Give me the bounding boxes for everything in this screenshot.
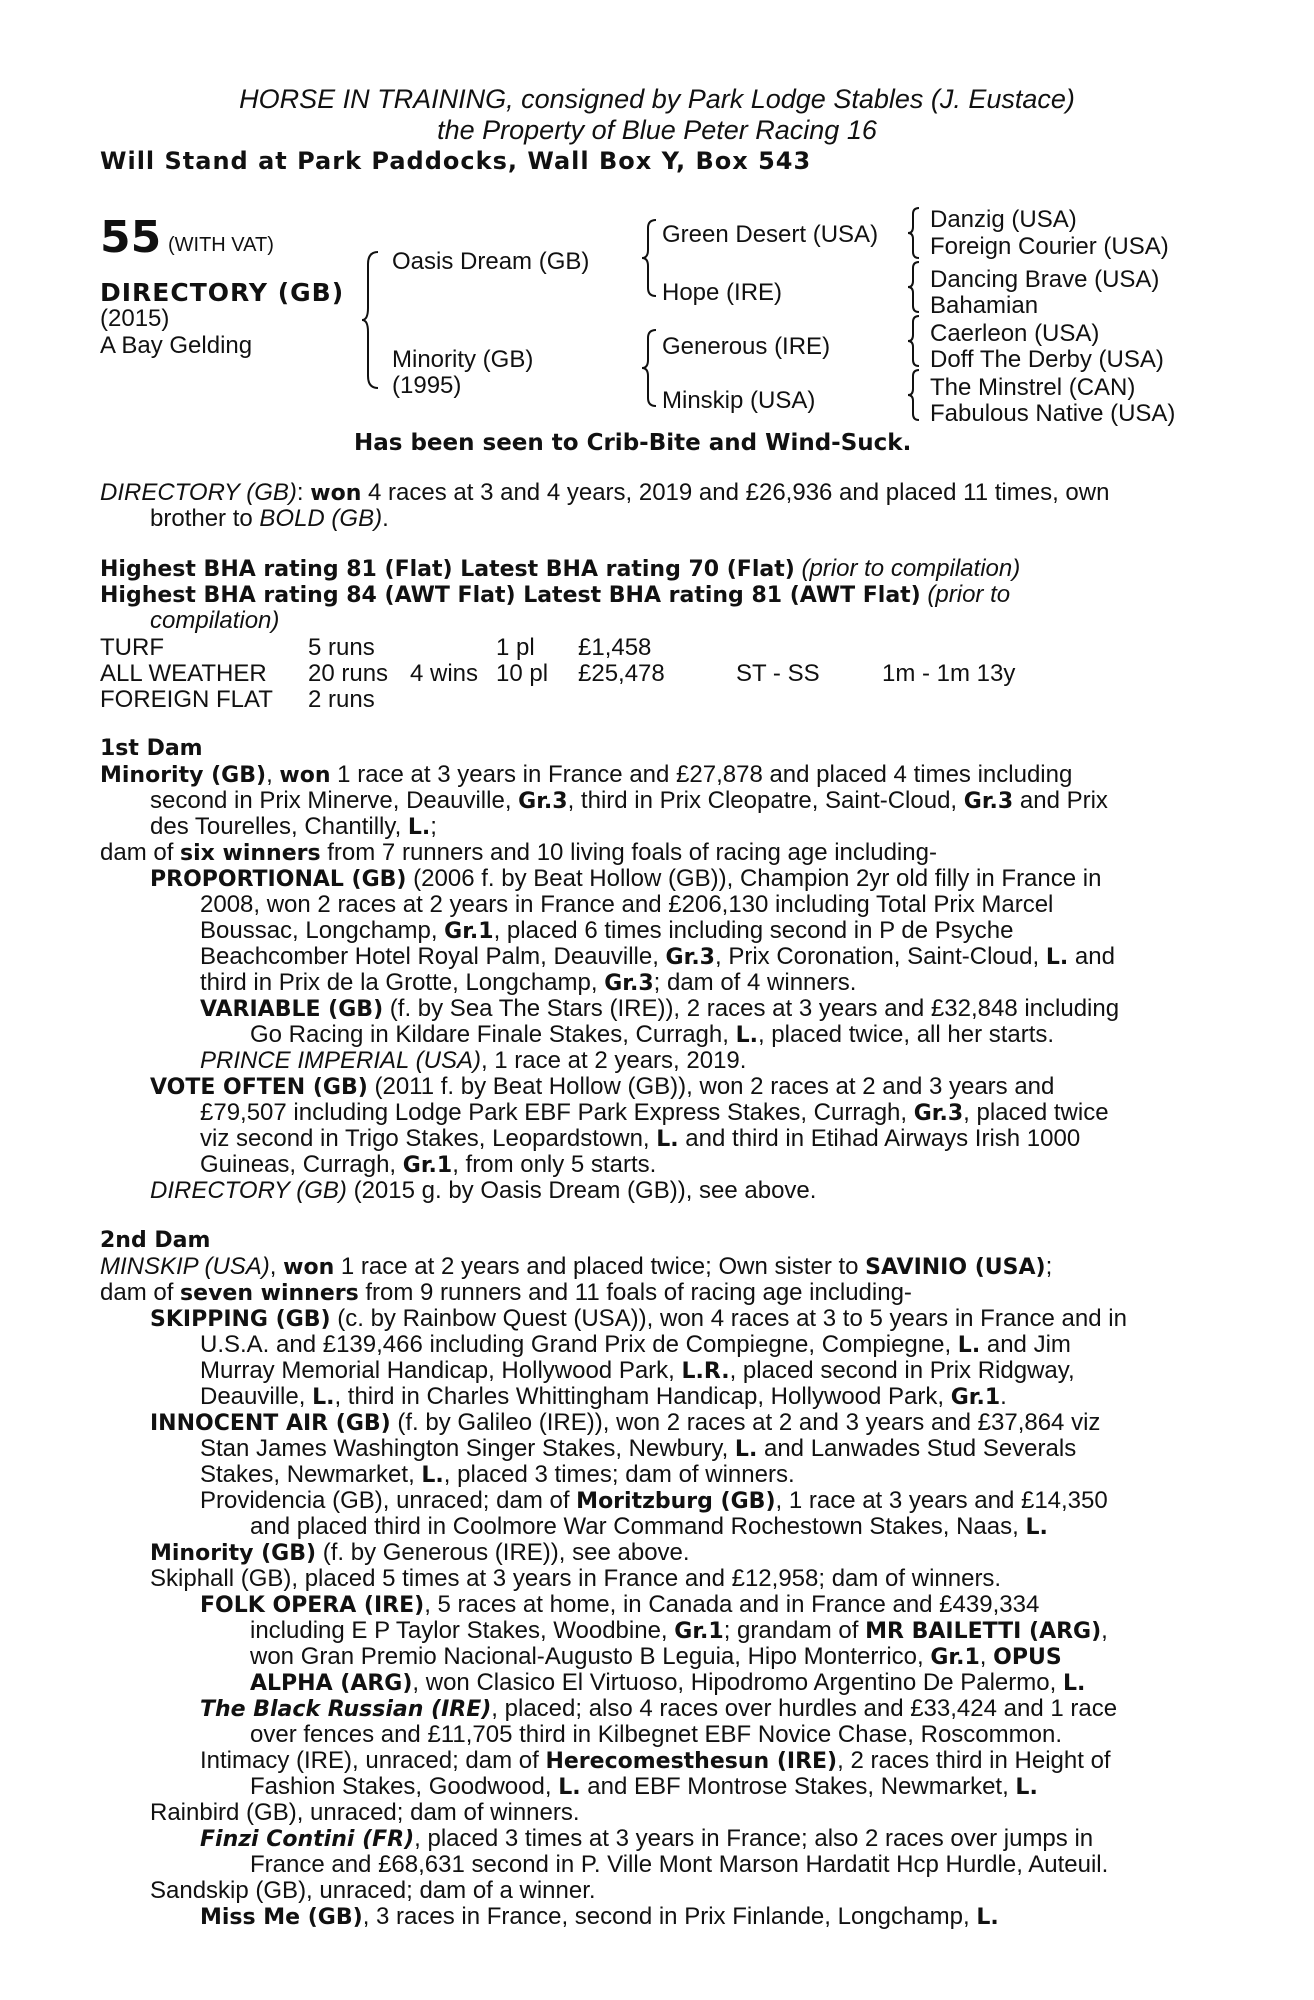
t: Gr.1 [930,1645,980,1670]
record-surface: TURF [100,634,164,661]
t: Murray Memorial Handicap, Hollywood Park, [200,1357,682,1384]
record-money: £1,458 [578,634,652,661]
record-placed: 10 pl [496,660,549,687]
produce-name: Finzi Contini (FR) [200,1827,415,1852]
t: L. [421,1463,444,1488]
produce-line [200,1126,1080,1153]
record-wins: 4 wins [410,660,479,687]
produce-line [150,1540,690,1567]
vice-warning: Has been seen to Crib-Bite and Wind-Suck. [354,430,912,456]
t: Gr.1 [950,1385,1001,1410]
t: ; [1045,1253,1053,1280]
produce-line [200,1100,1109,1127]
produce-name: INNOCENT AIR (GB) [150,1411,391,1436]
first-dam-heading: 1st Dam [100,736,203,761]
produce-line [200,1826,1093,1853]
t: Boussac, Longchamp, [200,917,445,944]
t: won Gran Premio Nacional-Augusto B Leguia, Hipo Monterrico, [250,1643,931,1670]
t: Gr.1 [674,1619,724,1644]
pedigree-ddd: Fabulous Native (USA) [930,400,1176,427]
t: , 5 races at home, in Canada and in France and £439,334 [424,1591,1040,1618]
t: , placed 6 times including second in P de Psyche [493,917,1014,944]
produce-name: The Black Russian (IRE) [200,1697,492,1722]
produce-name: VARIABLE (GB) [200,997,384,1022]
second-dam-name: MINSKIP (USA) [100,1253,270,1280]
ratings-line-2 [100,582,1010,609]
ratings-flat: Highest BHA rating 81 (Flat) Latest BHA rating 70 (Flat) [100,557,795,582]
horse-name: DIRECTORY (GB) [100,278,345,307]
t: L. [1025,1515,1048,1540]
produce-line [250,1644,1062,1671]
t: L. [312,1385,335,1410]
produce-line [250,1670,1085,1697]
t: Fashion Stakes, Goodwood, [250,1773,559,1800]
t: , placed; also 4 races over hurdles and £33,424 and 1 race [491,1695,1118,1722]
t: ALPHA (ARG) [250,1671,413,1696]
foaling-year: (2015) [100,305,170,332]
produce-line [200,1748,1111,1775]
t: Gr.3 [518,789,568,814]
produce-name: PROPORTIONAL (GB) [150,867,407,892]
t: ; [430,813,437,840]
t: Gr.3 [604,971,654,996]
summary-text: 4 races at 3 and 4 years, 2019 and £26,936 and placed 11 times, own [361,479,1110,506]
produce-line [150,1410,1100,1437]
horse-description: A Bay Gelding [100,332,253,359]
produce-line [200,1048,746,1074]
summary-text-2: brother to [150,505,260,532]
pedigree-dam-year: (1995) [392,372,462,399]
summary-line-2 [150,506,389,532]
t: , [979,1643,994,1670]
pedigree-sd: Hope (IRE) [662,279,783,306]
t: L. [734,1437,758,1462]
record-money: £25,478 [578,660,665,687]
t: , 1 race at 2 years, 2019. [480,1047,747,1074]
t: Go Racing in Kildare Finale Stakes, Curragh, [250,1021,736,1048]
lot-number: 55 [100,212,162,263]
stand-line: Will Stand at Park Paddocks, Wall Box Y, Box 543 [100,147,812,175]
ratings-note-3: compilation) [150,607,280,634]
produce-line [200,1904,999,1931]
consignor-line: HORSE IN TRAINING, consigned by Park Lodge Stables (J. Eustace) [239,84,1075,114]
t: won [279,763,331,788]
produce-line [200,1488,1108,1515]
t: Gr.1 [444,919,494,944]
t: , 1 race at 3 years and £14,350 [775,1487,1108,1514]
t: U.S.A. and £139,466 including Grand Prix de Compiegne, Compiegne, [200,1331,958,1358]
summary-horse-name: DIRECTORY (GB) [100,479,297,506]
t: , placed second in Prix Ridgway, [729,1357,1075,1384]
t: Stakes, Newmarket, [200,1461,422,1488]
t: L. [656,1127,679,1152]
t: , placed twice [963,1099,1109,1126]
record-surface: FOREIGN FLAT [100,686,273,713]
produce-line [200,1152,656,1179]
t: six winners [180,841,321,866]
t: , third in Charles Whittingham Handicap, Hollywood Park, [334,1383,951,1410]
produce-line [200,944,1115,971]
t: dam of [100,1279,181,1306]
summary-brother: BOLD (GB) [259,505,383,532]
t: Deauville, [200,1383,313,1410]
t: and placed third in Coolmore War Command Rochestown Stakes, Naas, [250,1513,1026,1540]
produce-name: SKIPPING (GB) [150,1307,331,1332]
pedigree-ssd: Foreign Courier (USA) [930,233,1169,260]
second-dam-line [100,1280,912,1307]
produce-line [200,1358,1075,1385]
t: . [1000,1383,1007,1410]
t: , placed 3 times; dam of winners. [443,1461,795,1488]
summary-end: . [382,505,389,532]
t: Gr.1 [402,1153,453,1178]
t: , Prix Coronation, Saint-Cloud, [714,943,1046,970]
t: second in Prix Minerve, Deauville, [150,787,519,814]
t: SAVINIO (USA) [865,1255,1046,1280]
t: L.R. [681,1359,730,1384]
t: ; dam of 4 winners. [653,969,857,996]
produce-line [200,918,1013,945]
t: , third in Prix Cleopatre, Saint-Cloud, [567,787,964,814]
t: ; grandam of [723,1617,866,1644]
t: (2006 f. by Beat Hollow (GB)), Champion 2yr old filly in France in [406,865,1102,892]
record-placed: 1 pl [496,634,535,661]
record-runs: 5 runs [308,634,375,661]
ratings-line-1 [100,556,1020,583]
first-dam-line [150,814,437,841]
produce-line [200,1696,1117,1723]
pedigree-dd: Minskip (USA) [662,387,816,414]
produce-line: Skiphall (GB), placed 5 times at 3 years in France and £12,958; dam of winners. [150,1565,1002,1592]
t: Providencia (GB), unraced; dam of [200,1487,577,1514]
t: and Lanwades Stud Severals [757,1435,1077,1462]
first-dam-line [150,788,1108,815]
t: L. [558,1775,581,1800]
produce-line [200,1436,1076,1463]
t: (2011 f. by Beat Hollow (GB)), won 2 races at 2 and 3 years and [367,1073,1055,1100]
produce-name: VOTE OFTEN (GB) [150,1075,368,1100]
produce-name: DIRECTORY (GB) [150,1177,347,1204]
t: , placed twice, all her starts. [757,1021,1055,1048]
produce-name: Minority (GB) [150,1541,317,1566]
t: won [283,1255,335,1280]
t: Herecomesthesun (IRE) [545,1749,838,1774]
t: Beachcomber Hotel Royal Palm, Deauville, [200,943,666,970]
pedigree-sdd: Bahamian [930,292,1039,319]
second-dam-heading: 2nd Dam [100,1228,211,1253]
record-runs: 2 runs [308,686,375,713]
t: and [1068,943,1115,970]
produce-line [250,1774,1038,1801]
summary-line-1: DIRECTORY (GB): won 4 races at 3 and 4 years, 2019 and £26,936 and placed 11 times, own [100,479,1110,506]
t: L. [976,1905,999,1930]
pedigree-brace-main [360,250,384,390]
t: from 7 runners and 10 living foals of racing age including- [320,839,937,866]
t: and Jim [980,1331,1071,1358]
produce-line: France and £68,631 second in P. Ville Mont Marson Hardatit Hcp Hurdle, Auteuil. [250,1851,1109,1878]
produce-name: Miss Me (GB) [200,1905,363,1930]
produce-line [200,996,1119,1023]
produce-line [150,866,1101,893]
produce-line [250,1022,1054,1049]
summary-won: won [310,481,362,506]
t: Gr.3 [913,1101,964,1126]
t: Moritzburg (GB) [576,1489,776,1514]
t: , [1101,1617,1108,1644]
produce-line [200,1384,1007,1411]
t: Stan James Washington Singer Stakes, Newbury, [200,1435,735,1462]
pedigree-brace-ds [906,314,922,368]
t: including E P Taylor Stakes, Woodbine, [250,1617,675,1644]
t: , won Clasico El Virtuoso, Hipodromo Argentino De Palermo, [412,1669,1063,1696]
t: L. [735,1023,758,1048]
t: , from only 5 starts. [452,1151,657,1178]
t: Guineas, Curragh, [200,1151,403,1178]
t: £79,507 including Lodge Park EBF Park Express Stakes, Curragh, [200,1099,914,1126]
ratings-note-2: (prior to [927,581,1011,608]
t: seven winners [180,1281,359,1306]
t: and third in Etihad Airways Irish 1000 [678,1125,1081,1152]
pedigree-brace-ss [906,206,922,260]
t: L. [1015,1775,1038,1800]
produce-line [250,1618,1108,1645]
produce-line [200,1462,795,1489]
t: des Tourelles, Chantilly, [150,813,408,840]
t: (f. by Galileo (IRE)), won 2 races at 2 and 3 years and £37,864 viz [390,1409,1101,1436]
t: and Prix [1013,787,1108,814]
produce-line [200,1332,1071,1359]
t: L. [957,1333,981,1358]
pedigree-ds: Generous (IRE) [662,333,831,360]
record-surface: ALL WEATHER [100,660,267,687]
pedigree-ss: Green Desert (USA) [662,221,879,248]
t: OPUS [993,1645,1062,1670]
t: (f. by Generous (IRE)), see above. [316,1539,690,1566]
t: Gr.3 [963,789,1014,814]
t: (2015 g. by Oasis Dream (GB)), see above. [346,1177,817,1204]
t: , placed 3 times at 3 years in France; also 2 races over jumps in [414,1825,1094,1852]
first-dam-name: Minority (GB) [100,763,267,788]
pedigree-brace-sire [640,218,660,298]
pedigree-dam: Minority (GB) [392,346,534,373]
produce-line [200,1592,1039,1619]
pedigree-dsd: Doff The Derby (USA) [930,346,1164,373]
produce-line: Sandskip (GB), unraced; dam of a winner. [150,1877,596,1904]
pedigree-brace-dam [640,328,660,408]
pedigree-dds: The Minstrel (CAN) [930,374,1136,401]
produce-line [150,1306,1127,1333]
t: viz second in Trigo Stakes, Leopardstown, [200,1125,657,1152]
t: (c. by Rainbow Quest (USA)), won 4 races at 3 to 5 years in France and in [330,1305,1127,1332]
vat-note: (WITH VAT) [168,234,274,256]
t: , 3 races in France, second in Prix Finlande, Longchamp, [362,1903,977,1930]
produce-line: Rainbird (GB), unraced; dam of winners. [150,1799,580,1826]
record-going: ST - SS [736,660,820,687]
t: L. [407,815,431,840]
first-dam-line [100,840,937,867]
pedigree-brace-dd [906,368,922,422]
pedigree-dss: Caerleon (USA) [930,320,1100,347]
second-dam-line [100,1254,1052,1281]
ratings-note-1: (prior to compilation) [801,555,1021,582]
property-line: the Property of Blue Peter Racing 16 [437,115,877,145]
t: from 9 runners and 11 foals of racing age including- [358,1279,912,1306]
produce-name: FOLK OPERA (IRE) [200,1593,425,1618]
produce-line [150,1074,1054,1101]
produce-line: over fences and £11,705 third in Kilbegnet EBF Novice Chase, Roscommon. [250,1721,1062,1748]
t: Intimacy (IRE), unraced; dam of [200,1747,546,1774]
t: Gr.3 [665,945,715,970]
produce-line [200,970,856,997]
t: (f. by Sea The Stars (IRE)), 2 races at 3 years and £32,848 including [383,995,1120,1022]
pedigree-sss: Danzig (USA) [930,206,1077,233]
t: , [266,761,280,788]
produce-line: 2008, won 2 races at 2 years in France and £206,130 including Total Prix Marcel [200,891,1054,918]
t: 1 race at 3 years in France and £27,878 and placed 4 times including [330,761,1073,788]
record-distance: 1m - 1m 13y [882,660,1016,687]
t: and EBF Montrose Stakes, Newmarket, [580,1773,1016,1800]
produce-line [250,1514,1048,1541]
produce-name: PRINCE IMPERIAL (USA) [200,1047,481,1074]
first-dam-line [100,762,1072,789]
t: MR BAILETTI (ARG) [865,1619,1102,1644]
ratings-awt: Highest BHA rating 84 (AWT Flat) Latest BHA rating 81 (AWT Flat) [100,583,921,608]
t: , 2 races third in Height of [837,1747,1111,1774]
t: dam of [100,839,181,866]
t: third in Prix de la Grotte, Longchamp, [200,969,605,996]
t: , [269,1253,284,1280]
record-runs: 20 runs [308,660,389,687]
pedigree-brace-sd [906,260,922,314]
pedigree-sire: Oasis Dream (GB) [392,248,590,275]
produce-line [150,1178,816,1204]
t: 1 race at 2 years and placed twice; Own sister to [334,1253,866,1280]
t: L. [1062,1671,1086,1696]
pedigree-sds: Dancing Brave (USA) [930,266,1160,293]
t: L. [1045,945,1069,970]
